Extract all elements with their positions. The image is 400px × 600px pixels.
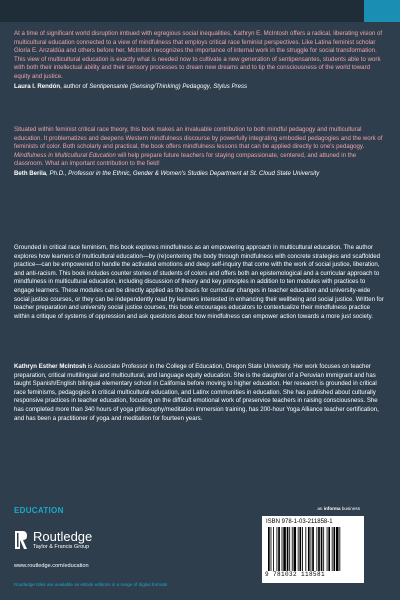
routledge-logo-icon bbox=[14, 529, 28, 551]
endorsement-berila-attribution bbox=[14, 170, 386, 179]
publisher-group: Taylor & Francis Group bbox=[33, 543, 90, 550]
endorsement-rendon bbox=[14, 30, 386, 91]
endorsement-berila-text bbox=[14, 126, 382, 167]
informa-suffix: business bbox=[340, 506, 360, 511]
barcode-digits: 9 781032 118581 bbox=[265, 571, 326, 578]
endorsement-berila-role: , Ph.D., Professor in the Ethnic, Gender & Women's Studies Department at St. Cloud State University bbox=[46, 169, 320, 177]
publisher-url: www.routledge.com/education bbox=[14, 563, 89, 569]
endorsement-rendon-text: At a time of significant world disruption imbued with egregious social inequalities, Kathryn E. McIntosh offers a radical, liberating vision of multicultural education connected to a view of mindfulness that employs critical race feminist perspectives. Like Latina feminist scholar Gloria E. Anzaldúa and others before her, McIntosh recognizes the importance of internal work in the struggle for social transformation. This view of multicultural education is exactly what is needed now to cultivate a new generation of sentipensantes, students able to work with both their intellectual ability and their sensory processes to dream new dreams and to tip the consciousness of the world toward equity and justice. bbox=[14, 30, 383, 80]
publisher-name: Routledge bbox=[33, 528, 93, 544]
author-name: Kathryn Esther McIntosh bbox=[14, 363, 87, 370]
author-bio-text: is Associate Professor in the College of Education, Oregon State University. Her work focuses on teacher preparation, critical multilingual and multicultural, and language equity education. She is the daughter of a Peruvian immigrant and has taught Spanish/English bilingual elementary school in California before moving to higher education. Her research is grounded in critical race feminisms, pedagogies in critical multicultural education, and Latinx communities in education. She has published about culturally responsive practices in teacher education, focusing on the difficult emotional work of preservice teachers in raising consciousness. She has completed more than 340 hours of yoga philosophy/meditation immersion training, has 200-hour Yoga Alliance teacher certification, and has been a practitioner of yoga and meditation for fourteen years. bbox=[14, 363, 379, 422]
endorsement-berila bbox=[14, 126, 386, 179]
top-bar bbox=[0, 0, 400, 22]
informa-business-note bbox=[317, 506, 360, 511]
endorsement-berila-text-b: will help prepare future teachers for staying compassionate, centered, and attuned in the classroom. What an important contribution to the field! bbox=[14, 151, 357, 168]
endorsement-rendon-attribution bbox=[14, 83, 386, 92]
endorsement-berila-author: Beth Berila bbox=[14, 169, 47, 177]
top-bar-accent bbox=[364, 0, 400, 22]
endorsement-berila-book-title: Mindfulness in Multicultural Education bbox=[14, 151, 116, 159]
endorsement-rendon-work: Sentipensante (Sensing/Thinking) Pedagogy bbox=[89, 82, 210, 90]
informa-brand: informa bbox=[323, 506, 341, 511]
endorsement-rendon-sep: , bbox=[209, 82, 214, 90]
category-label: EDUCATION bbox=[14, 506, 64, 515]
barcode bbox=[262, 516, 364, 583]
isbn-label: ISBN 978-1-03-211858-1 bbox=[266, 519, 333, 525]
book-description: Grounded in critical race feminism, this book explores mindfulness as an empowering approach in multicultural education. The author explores how learners of multicultural education—by (re)centering the body through mindfulness with concrete strategies and scaffolded practice—can be empowered to handle the activated emotions and deep self-inquiry that come with the work of social justice, liberation, and anti-racism. This book includes counter stories of students of colors and offers both an epistemological and a curricular approach to mindfulness in multicultural education, including discussion of theory and key principles in addition to ten modules with practices to engage learners. These modules can be directly applied as the basis for curricular changes in teacher education and university-wide social justice courses, or they can be independently read by learners interested in enhancing their wellbeing and social justice. Written for teacher preparation and university social justice courses, this book encourages educators to contextualize their mindfulness practice within a critique of systems of oppression and ask questions about how mindfulness can empower action towards a more just society. bbox=[14, 244, 384, 320]
author-bio bbox=[14, 363, 386, 423]
ebook-note: Routledge titles are available as eBook editions in a range of digital formats bbox=[14, 582, 168, 587]
barcode-bars bbox=[268, 527, 358, 571]
endorsement-rendon-author: Laura I. Rendón bbox=[14, 82, 61, 90]
informa-prefix: an bbox=[317, 506, 324, 511]
endorsement-berila-text-a: Situated within feminist critical race theory, this book makes an invaluable contribution to both mindful pedagogy and multicultural education. It problematizes and deepens Western mindfulness discourse by powerfully integrating embodied pedagogies and the work of feminists of color. Both scholarly and practical, the book offers mindfulness lessons that can be applied directly to one's pedagogy. bbox=[14, 126, 383, 151]
publisher-names bbox=[33, 530, 92, 551]
publisher-logo bbox=[14, 525, 92, 555]
endorsement-rendon-publisher: Stylus Press bbox=[213, 82, 248, 90]
endorsement-rendon-role-prefix: , author of bbox=[60, 82, 90, 90]
